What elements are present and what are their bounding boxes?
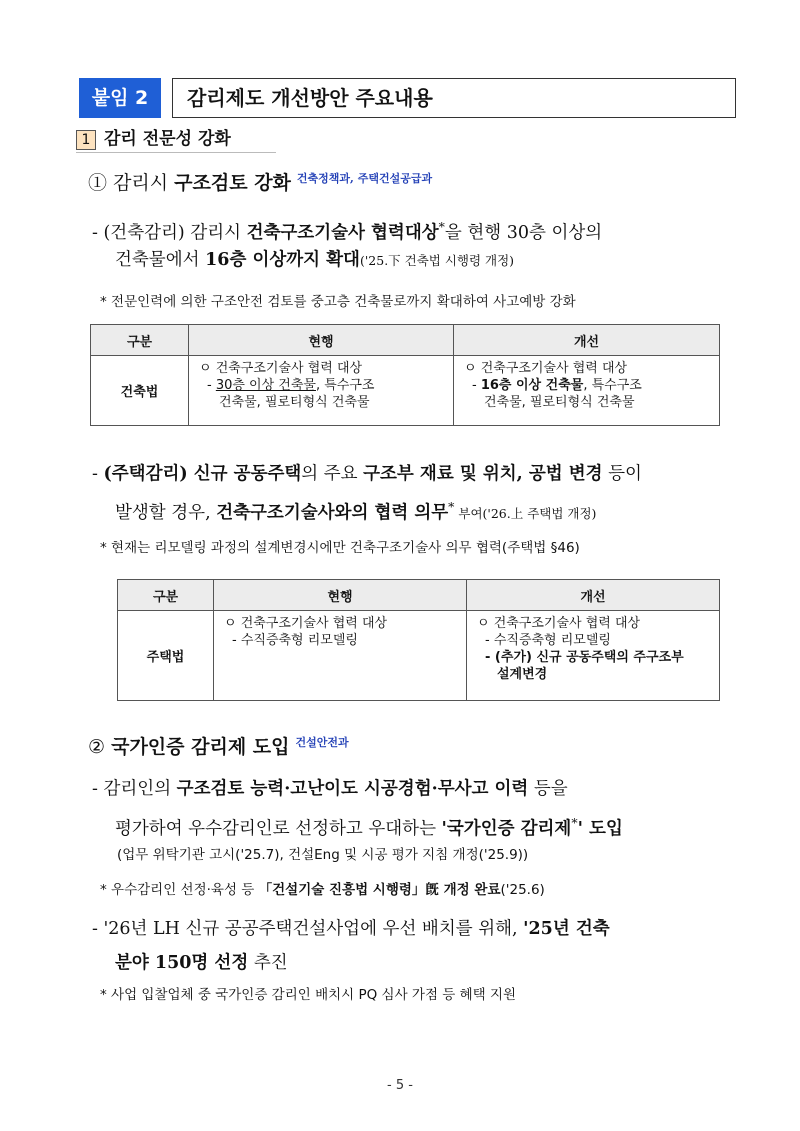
table-cell-current (214, 611, 467, 701)
table-row-label: 건축법 (91, 356, 189, 426)
cell-line (199, 377, 443, 394)
item1-bullet2-line1 (92, 459, 642, 489)
text-bold: 분야 150명 선정 (115, 953, 249, 973)
page-number: - 5 - (387, 1078, 413, 1093)
comparison-table-housing-act (117, 579, 720, 701)
text-bold: 구조부 재료 및 위치, 공법 변경 (363, 464, 603, 484)
text-bold: 「건설기술 진흥법 시행령」旣 개정 완료 (258, 882, 501, 898)
item1-note2: * 현재는 리모델링 과정의 설계변경시에만 건축구조기술사 의무 협력(주택법 §46) (100, 540, 580, 556)
text-bold: 건축구조기술사와의 협력 의무 (216, 502, 449, 523)
cell-line (464, 377, 709, 394)
text: , 특수구조 (583, 378, 642, 393)
text: - (207, 378, 216, 393)
table-header: 개선 (454, 325, 720, 356)
table-header: 구분 (91, 325, 189, 356)
item2-note1 (100, 880, 545, 900)
text-bold: 16층 이상 건축물 (480, 378, 584, 393)
item2-bullet2-line1 (92, 914, 610, 944)
text: * 우수감리인 선정·육성 등 (100, 882, 259, 898)
text: - (92, 464, 104, 484)
item1-bullet1-line1 (92, 212, 602, 248)
table-header: 구분 (118, 580, 214, 611)
footnote-star: * (448, 499, 455, 514)
cell-line: ㅇ 건축구조기술사 협력 대상 (464, 361, 628, 376)
text-bold: 16층 이상까지 확대 (205, 250, 360, 270)
text: - 감리인의 (92, 779, 177, 799)
table-cell-improved (467, 611, 720, 701)
comparison-table-building-act (90, 324, 720, 426)
page-title: 감리제도 개선방안 주요내용 (172, 78, 736, 118)
table-header: 현행 (189, 325, 454, 356)
text: - '26년 LH 신규 공공주택건설사업에 우선 배치를 위해, (92, 919, 524, 939)
cell-line: ㅇ 건축구조기술사 협력 대상 (199, 361, 363, 376)
item2-heading (88, 734, 349, 763)
item1-title-bold: 구조검토 강화 (174, 172, 291, 194)
text-small: 부여('26.上 주택법 개정) (454, 505, 597, 521)
item1-title-pre: 감리시 (113, 172, 175, 194)
text: 발생할 경우, (115, 502, 217, 523)
item2-bullet1-line2 (115, 808, 623, 844)
text-bold: 건축구조기술사 협력대상 (246, 222, 439, 243)
item2-dept: 건설안전과 (295, 736, 349, 749)
text: - (건축감리) 감리시 (92, 222, 247, 243)
item1-note1: * 전문인력에 의한 구조안전 검토를 중고층 건축물로까지 확대하여 사고예방 강화 (100, 294, 576, 310)
text-bold: '25년 건축 (523, 919, 610, 939)
item2-bullet1-line1 (92, 774, 568, 804)
text-bold: '국가인증 감리제 (441, 818, 572, 839)
cell-line: 건축물, 필로티형식 건축물 (219, 395, 370, 410)
text: 등이 (602, 464, 642, 484)
table-header: 개선 (467, 580, 720, 611)
text-bold: (주택감리) 신규 공동주택 (103, 464, 302, 484)
footnote-star: * (571, 815, 578, 830)
item1-bullet1-line2 (115, 245, 514, 276)
table-cell-improved (454, 356, 720, 426)
appendix-badge: 붙임 2 (79, 78, 161, 118)
footnote-star: * (438, 219, 445, 234)
text: 의 주요 (301, 464, 364, 484)
item1-dept: 건축정책과, 주택건설공급과 (296, 172, 433, 185)
item2-marker: ② (88, 736, 106, 758)
text-small: ('25.下 건축법 시행령 개정) (359, 253, 515, 268)
section-title: 감리 전문성 강화 (104, 129, 231, 149)
section-divider (76, 152, 276, 153)
text: 등을 (528, 779, 568, 799)
cell-line: ㅇ 건축구조기술사 협력 대상 (477, 616, 641, 631)
item1-marker: ① (88, 172, 108, 194)
text: 건축물에서 (115, 250, 206, 270)
table-row-label: 주택법 (118, 611, 214, 701)
item1-bullet2-line2 (115, 492, 596, 529)
item2-title-bold: 국가인증 감리제 도입 (111, 736, 290, 758)
text: 을 현행 30층 이상의 (444, 222, 603, 243)
cell-line: ㅇ 건축구조기술사 협력 대상 (224, 616, 388, 631)
item1-heading (88, 170, 432, 199)
section-number: 1 (76, 130, 96, 150)
text-bold: ' 도입 (577, 818, 623, 839)
cell-line: 건축물, 필로티형식 건축물 (484, 395, 635, 410)
item2-bullet1-line3: (업무 위탁기관 고시('25.7), 건설Eng 및 시공 평가 지침 개정('25.9)) (117, 847, 529, 863)
text: , 특수구조 (315, 378, 375, 393)
text: - (472, 378, 481, 393)
cell-line: 설계변경 (497, 667, 548, 682)
cell-line: - 수직증축형 리모델링 (232, 633, 358, 648)
text: 평가하여 우수감리인로 선정하고 우대하는 (115, 818, 442, 839)
cell-line: - (추가) 신규 공동주택의 주구조부 (485, 650, 684, 665)
text: 추진 (248, 953, 288, 973)
table-cell-current (189, 356, 454, 426)
text: ('25.6) (500, 882, 545, 898)
cell-line: - 수직증축형 리모델링 (485, 633, 611, 648)
text-underlined: 30층 이상 건축물 (215, 378, 316, 393)
table-header: 현행 (214, 580, 467, 611)
item2-bullet2-line2 (115, 948, 288, 978)
text-bold: 구조검토 능력·고난이도 시공경험·무사고 이력 (176, 779, 529, 799)
item2-note2: * 사업 입찰업체 중 국가인증 감리인 배치시 PQ 심사 가점 등 혜택 지원 (100, 987, 517, 1003)
